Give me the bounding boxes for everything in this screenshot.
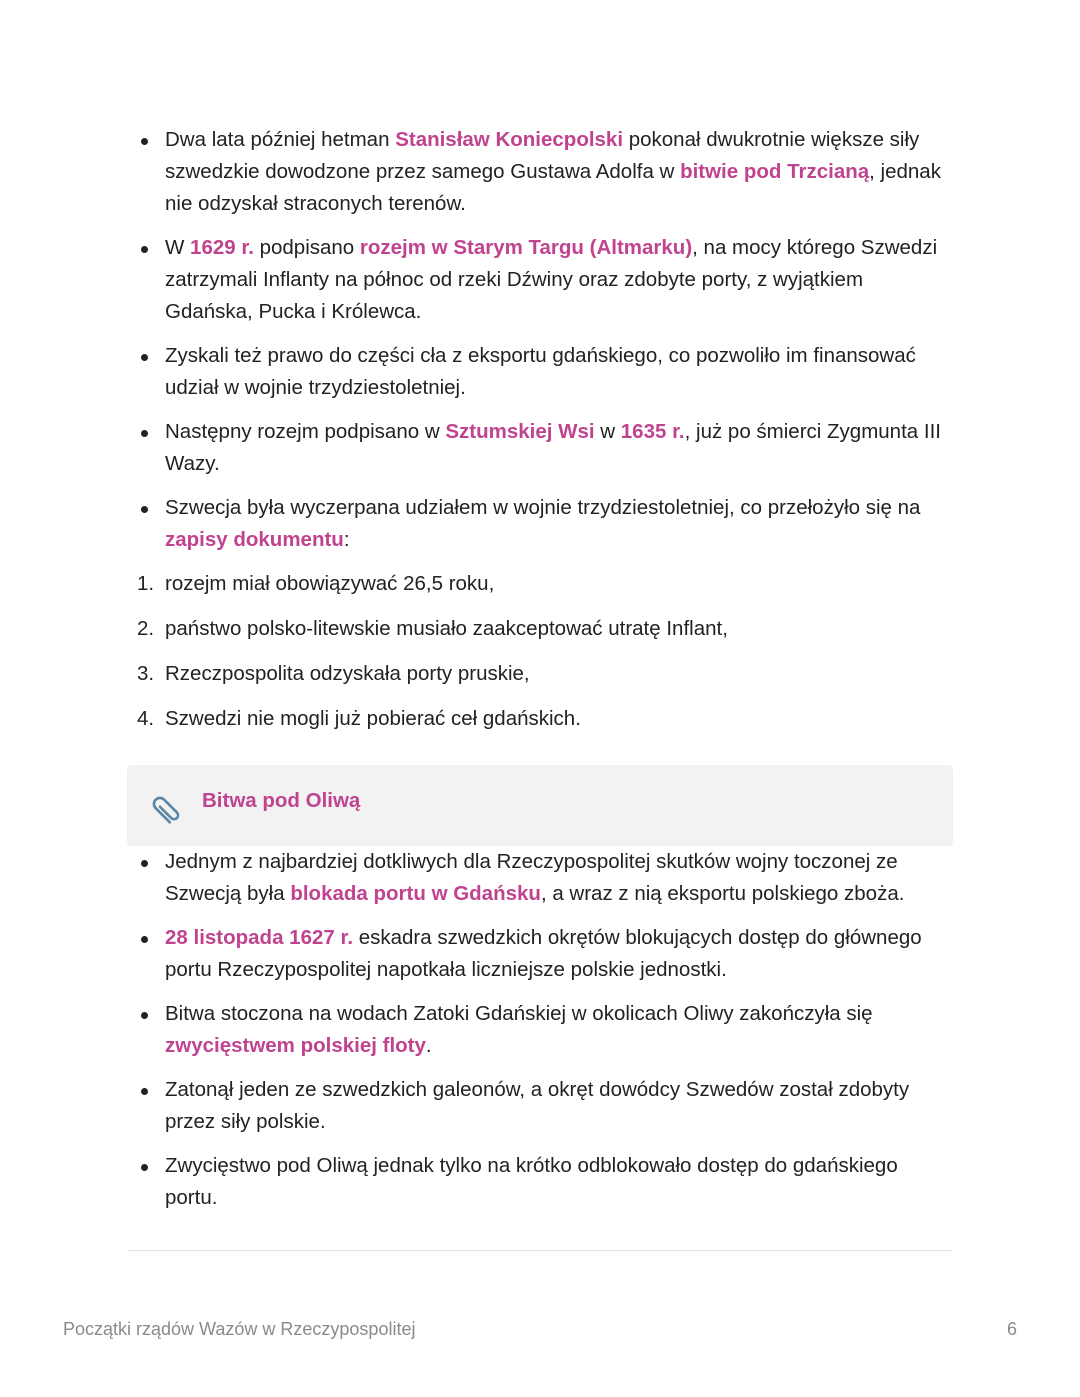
numbered-item [127,658,953,690]
item-text: Zatonął jeden ze szwedzkich galeonów, a okręt dowódcy Szwedów został zdobyty przez siły polskie. [165,1078,910,1133]
list-item [127,492,953,556]
item-text: Zwycięstwo pod Oliwą jednak tylko na krótko odblokowało dostęp do gdańskiego portu. [165,1154,898,1209]
item-text: Jednym z najbardziej dotkliwych dla Rzeczypospolitej skutków wojny toczonej ze Szwecją była blokada portu w Gdańsku, a wraz z nią eksportu polskiego zboża. [165,850,905,905]
bullet-list-1 [127,124,953,556]
list-item [127,922,953,986]
bullet-marker [141,430,148,437]
bullet-marker [141,246,148,253]
item-text: Szwedzi nie mogli już pobierać ceł gdańskich. [165,707,581,730]
list-item [127,846,953,910]
paperclip-icon [147,791,187,831]
list-item [127,340,953,404]
item-number: 2. [137,617,155,640]
numbered-item [127,568,953,600]
bullet-marker [141,936,148,943]
item-number: 4. [137,707,155,730]
list-item [127,998,953,1062]
list-item [127,124,953,220]
callout-title: Bitwa pod Oliwą [202,789,361,812]
bullet-marker [141,1088,148,1095]
bullet-marker [141,860,148,867]
item-text: państwo polsko-litewskie musiało zaakceptować utratę Inflant, [165,617,728,640]
bullet-marker [141,1164,148,1171]
section-callout [127,765,953,846]
item-text: Bitwa stoczona na wodach Zatoki Gdańskiej w okolicach Oliwy zakończyła się zwycięstwem polskiej floty. [165,1002,873,1057]
bullet-marker [141,138,148,145]
item-text: Dwa lata później hetman Stanisław Koniecpolski pokonał dwukrotnie większe siły szwedzkie dowodzone przez samego Gustawa Adolfa w bitwie pod Trzcianą, jednak nie odzyskał straconych terenów. [165,128,941,215]
item-text: 28 listopada 1627 r. eskadra szwedzkich okrętów blokujących dostęp do głównego portu Rzeczypospolitej napotkała liczniejsze polskie jednostki. [165,926,922,981]
item-text: Rzeczpospolita odzyskała porty pruskie, [165,662,530,685]
bullet-marker [141,1012,148,1019]
bullet-marker [141,354,148,361]
numbered-list [127,568,953,735]
item-number: 1. [137,572,155,595]
numbered-item [127,613,953,645]
numbered-item [127,703,953,735]
item-text: rozejm miał obowiązywać 26,5 roku, [165,572,495,595]
item-text: Zyskali też prawo do części cła z eksportu gdańskiego, co pozwoliło im finansować udział w wojnie trzydziestoletniej. [165,344,916,399]
footer-document-title: Początki rządów Wazów w Rzeczypospolitej [63,1319,416,1339]
item-text: Szwecja była wyczerpana udziałem w wojnie trzydziestoletniej, co przełożyło się na zapisy dokumentu: [165,496,921,551]
item-number: 3. [137,662,155,685]
page-number: 6 [1006,1319,1017,1339]
bullet-marker [141,506,148,513]
list-item [127,1150,953,1214]
footer-divider [127,1250,953,1251]
list-item [127,232,953,328]
document-content [127,124,953,1226]
list-item [127,416,953,480]
list-item [127,1074,953,1138]
item-text: Następny rozejm podpisano w Sztumskiej Wsi w 1635 r., już po śmierci Zygmunta III Wazy. [165,420,941,475]
bullet-list-2 [127,846,953,1214]
item-text: W 1629 r. podpisano rozejm w Starym Targu (Altmarku), na mocy którego Szwedzi zatrzymali Inflanty na północ od rzeki Dźwiny oraz zdobyte porty, z wyjątkiem Gdańska, Pucka i Królewca. [165,236,938,323]
